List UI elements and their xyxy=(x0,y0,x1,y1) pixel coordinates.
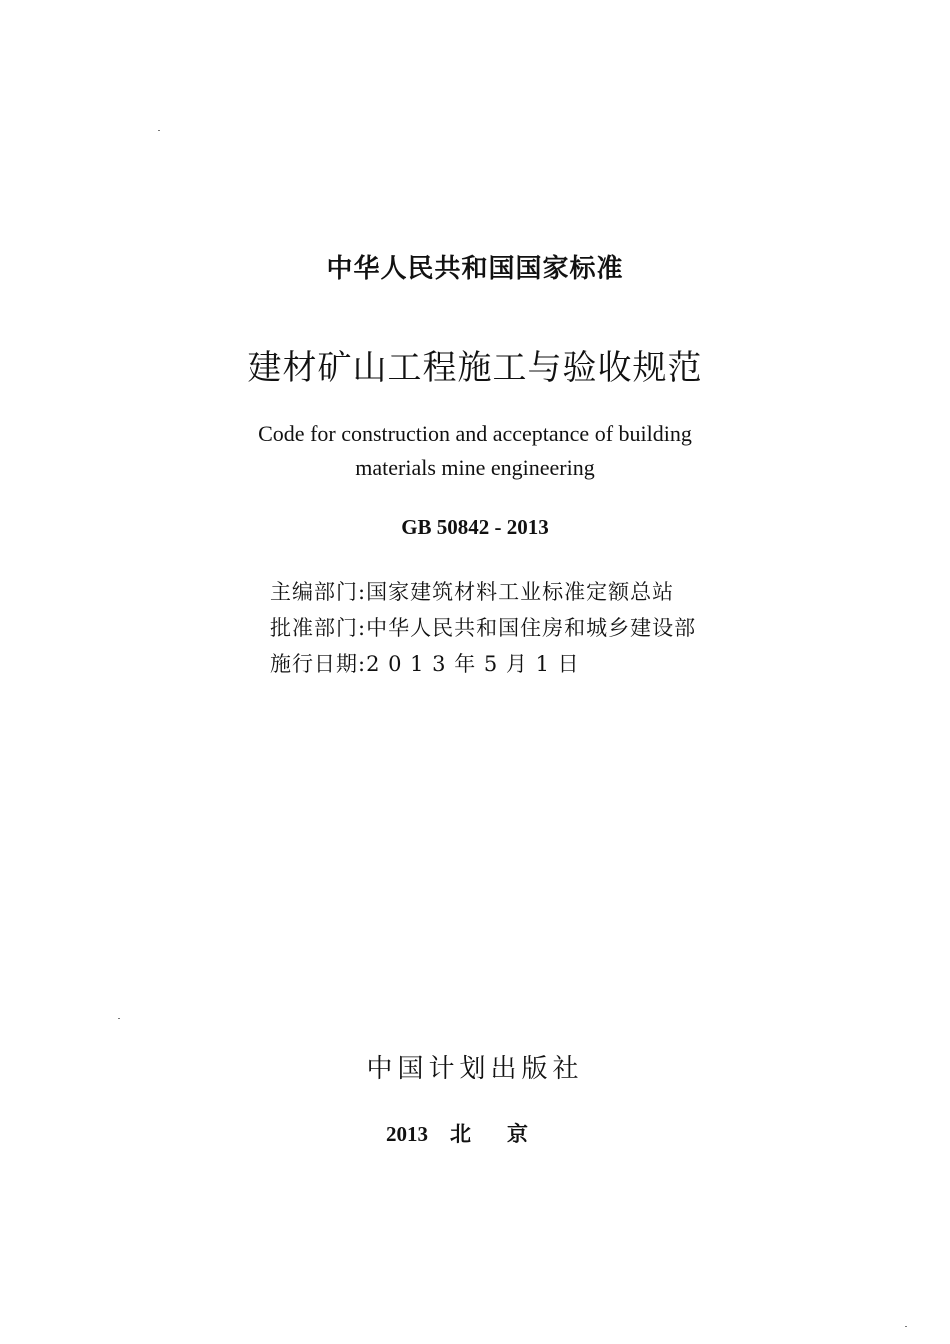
scan-speck xyxy=(158,130,160,131)
scan-speck xyxy=(118,1018,120,1019)
english-title-line-1: Code for construction and acceptance of building xyxy=(258,421,692,446)
standard-number: GB 50842 - 2013 xyxy=(401,515,549,539)
issuance-info xyxy=(270,574,740,682)
publisher-name: 中国计划出版社 xyxy=(366,1054,584,1084)
publication-city: 北京 xyxy=(450,1121,564,1146)
publication-year: 2013 xyxy=(386,1122,428,1146)
chief-editor-line: 主编部门:国家建筑材料工业标准定额总站 xyxy=(270,580,675,604)
scan-speck xyxy=(905,1326,907,1327)
national-standard-heading: 中华人民共和国国家标准 xyxy=(326,254,624,284)
document-title-english xyxy=(0,417,950,485)
publication-line xyxy=(0,1118,950,1148)
english-title-line-2: materials mine engineering xyxy=(355,455,595,480)
approver-line: 批准部门:中华人民共和国住房和城乡建设部 xyxy=(270,616,697,640)
effective-date-line: 施行日期:2 0 1 3 年 5 月 1 日 xyxy=(270,652,580,676)
document-title-chinese: 建材矿山工程施工与验收规范 xyxy=(247,348,703,388)
